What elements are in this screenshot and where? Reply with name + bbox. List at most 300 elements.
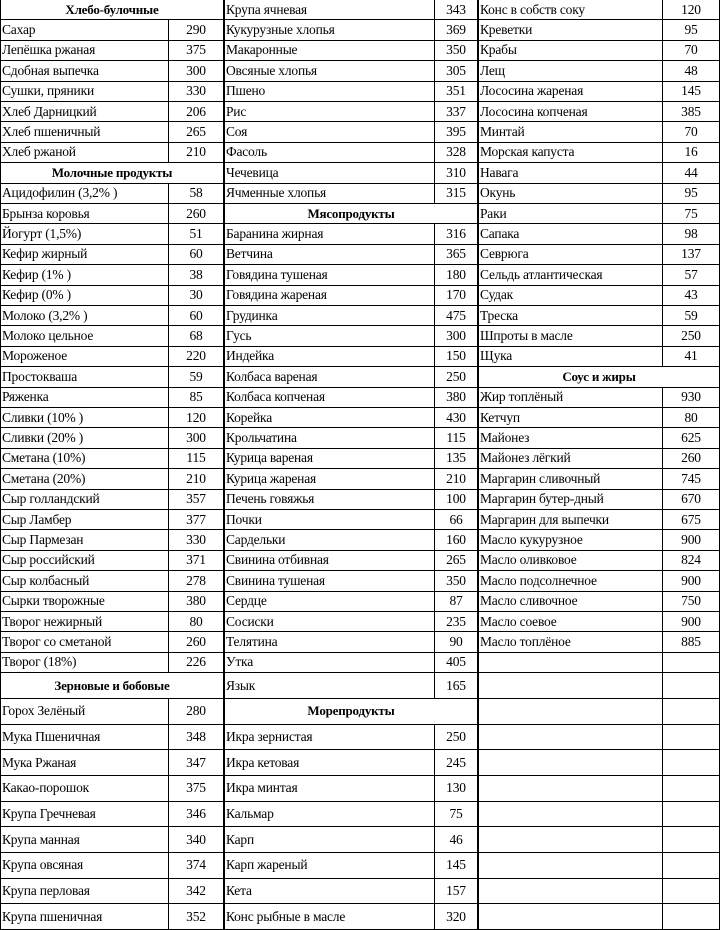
calorie-value: 44 (684, 164, 698, 180)
cell-divider (662, 306, 663, 325)
calorie-value: 95 (684, 185, 698, 201)
cell-divider (662, 204, 663, 223)
product-name: Щука (480, 348, 513, 364)
product-name: Карп жареный (226, 857, 308, 873)
product-name: Свинина тушеная (226, 572, 325, 588)
calorie-value: 220 (186, 348, 206, 364)
table-row (478, 510, 720, 530)
cell-divider (168, 776, 169, 801)
cell-divider (662, 510, 663, 529)
cell-divider (434, 20, 435, 39)
table-row (224, 853, 478, 879)
calorie-value: 343 (446, 1, 466, 17)
product-name: Кукурузные хлопья (226, 22, 335, 38)
calorie-value: 51 (189, 226, 203, 242)
table-row (478, 286, 720, 306)
table-row (0, 776, 224, 802)
table-row (0, 510, 224, 530)
table-row (224, 571, 478, 591)
calorie-value: 350 (446, 42, 466, 58)
product-name: Баранина жирная (226, 226, 324, 242)
product-name: Курица жареная (226, 470, 316, 486)
table-column (224, 0, 478, 930)
calorie-value: 330 (186, 532, 206, 548)
cell-divider (168, 347, 169, 366)
table-row (478, 347, 720, 367)
table-row (478, 224, 720, 244)
table-row (478, 204, 720, 224)
section-title: Соус и жиры (562, 368, 636, 384)
product-name: Ряженка (2, 389, 49, 405)
table-row (0, 530, 224, 550)
calorie-value: 43 (684, 287, 698, 303)
product-name: Язык (226, 677, 256, 693)
cell-divider (662, 725, 663, 750)
cell-divider (168, 750, 169, 775)
calorie-value (662, 827, 720, 852)
cell-divider (168, 853, 169, 878)
calorie-value (662, 699, 720, 724)
product-name: Лепёшка ржаная (2, 42, 96, 58)
calorie-value: 160 (446, 532, 466, 548)
product-name: Сыр колбасный (2, 572, 90, 588)
product-name: Колбаса вареная (226, 368, 318, 384)
product-name: Овсяные хлопья (226, 62, 317, 78)
calorie-value: 352 (186, 908, 206, 924)
product-name: Конс рыбные в масле (226, 908, 346, 924)
table-row (478, 41, 720, 61)
table-row (0, 449, 224, 469)
cell-divider (662, 61, 663, 80)
table-row (478, 879, 720, 905)
cell-divider (662, 853, 663, 878)
product-name: Крабы (480, 42, 517, 58)
calorie-value: 75 (684, 205, 698, 221)
cell-divider (434, 510, 435, 529)
calorie-value (662, 904, 720, 929)
cell-divider (168, 245, 169, 264)
calorie-value: 66 (449, 511, 463, 527)
calorie-value: 210 (446, 470, 466, 486)
calorie-value: 95 (684, 22, 698, 38)
cell-divider (168, 61, 169, 80)
calorie-value: 135 (446, 450, 466, 466)
product-name: Индейка (226, 348, 275, 364)
table-row (224, 490, 478, 510)
table-row (224, 41, 478, 61)
product-name: Мороженое (2, 348, 68, 364)
calorie-value: 98 (684, 226, 698, 242)
calorie-value: 120 (186, 409, 206, 425)
table-row (478, 750, 720, 776)
table-row (0, 853, 224, 879)
table-row (0, 265, 224, 285)
calorie-value: 57 (684, 266, 698, 282)
cell-divider (168, 802, 169, 827)
column-border (478, 0, 479, 930)
cell-divider (662, 184, 663, 203)
product-name: Сыр голландский (2, 491, 100, 507)
cell-divider (168, 143, 169, 162)
calorie-value: 900 (681, 572, 701, 588)
table-row (478, 699, 720, 725)
table-row (224, 306, 478, 326)
cell-divider (662, 326, 663, 345)
table-row (224, 265, 478, 285)
cell-divider (434, 571, 435, 590)
calorie-value: 60 (189, 246, 203, 262)
table-row (224, 725, 478, 751)
product-name: Масло сливочное (480, 593, 578, 609)
calorie-value: 310 (446, 164, 466, 180)
cell-divider (662, 347, 663, 366)
cell-divider (662, 143, 663, 162)
product-name (480, 879, 660, 904)
cell-divider (662, 388, 663, 407)
cell-divider (662, 490, 663, 509)
calorie-value: 210 (186, 470, 206, 486)
calorie-value (662, 776, 720, 801)
section-title: Мясопродукты (307, 205, 395, 221)
table-row (0, 286, 224, 306)
cell-divider (168, 530, 169, 549)
calorie-value: 210 (186, 144, 206, 160)
calorie-value: 265 (186, 124, 206, 140)
product-name: Масло соевое (480, 613, 557, 629)
table-row (0, 61, 224, 81)
calorie-value (662, 653, 720, 672)
cell-divider (434, 469, 435, 488)
cell-divider (662, 82, 663, 101)
calorie-value: 137 (681, 246, 701, 262)
product-name (480, 776, 660, 801)
table-row (224, 653, 478, 673)
cell-divider (662, 632, 663, 651)
table-row (224, 510, 478, 530)
calorie-value: 75 (449, 805, 463, 821)
product-name: Минтай (480, 124, 525, 140)
cell-divider (434, 306, 435, 325)
product-name: Кефир жирный (2, 246, 88, 262)
section-header (224, 699, 478, 725)
calorie-value (662, 725, 720, 750)
product-name: Майонез (480, 430, 530, 446)
calorie-value: 46 (449, 831, 463, 847)
cell-divider (434, 551, 435, 570)
table-row (0, 551, 224, 571)
product-name: Судак (480, 287, 513, 303)
section-title: Молочные продукты (51, 164, 173, 180)
cell-divider (662, 41, 663, 60)
product-name: Лососина жареная (480, 83, 584, 99)
product-name: Сырки творожные (2, 593, 105, 609)
table-row (478, 802, 720, 828)
product-name: Горох Зелёный (2, 703, 86, 719)
cell-divider (168, 510, 169, 529)
product-name (480, 904, 660, 929)
cell-divider (168, 653, 169, 672)
cell-divider (434, 750, 435, 775)
table-row (224, 102, 478, 122)
table-row (224, 551, 478, 571)
table-row (224, 469, 478, 489)
calorie-value: 374 (186, 857, 206, 873)
cell-divider (662, 163, 663, 182)
product-name: Сметана (20%) (2, 470, 86, 486)
product-name: Пшено (226, 83, 266, 99)
cell-divider (168, 224, 169, 243)
calorie-value: 59 (684, 307, 698, 323)
table-row (224, 449, 478, 469)
cell-divider (662, 904, 663, 929)
cell-divider (434, 102, 435, 121)
table-row (224, 163, 478, 183)
section-title: Морепродукты (307, 703, 395, 719)
table-row (0, 725, 224, 751)
table-row (478, 0, 720, 20)
table-row (478, 551, 720, 571)
table-row (0, 388, 224, 408)
table-row (0, 879, 224, 905)
column-border (224, 0, 225, 930)
calorie-value: 385 (681, 103, 701, 119)
calorie-value: 280 (186, 703, 206, 719)
table-row (224, 428, 478, 448)
product-name: Сыр российский (2, 552, 95, 568)
product-name: Карп (226, 831, 254, 847)
product-name: Ацидофилин (3,2% ) (2, 185, 118, 201)
cell-divider (168, 388, 169, 407)
table-row (224, 904, 478, 930)
cell-divider (434, 388, 435, 407)
product-name: Сыр Ламбер (2, 511, 72, 527)
cell-divider (168, 408, 169, 427)
product-name: Сливки (20% ) (2, 430, 84, 446)
calorie-value: 38 (189, 266, 203, 282)
section-header (224, 204, 478, 224)
product-name: Майонез лёгкий (480, 450, 571, 466)
product-name: Корейка (226, 409, 272, 425)
product-name: Йогурт (1,5%) (2, 226, 82, 242)
product-name: Творог (18%) (2, 654, 77, 670)
cell-divider (168, 632, 169, 651)
calorie-value: 87 (449, 593, 463, 609)
table-row (478, 122, 720, 142)
section-header (0, 673, 224, 699)
product-name: Ячменные хлопья (226, 185, 327, 201)
product-name: Креветки (480, 22, 533, 38)
calorie-value: 750 (681, 593, 701, 609)
calorie-value: 68 (189, 328, 203, 344)
table-row (224, 367, 478, 387)
product-name: Масло кукурузное (480, 532, 583, 548)
calorie-value: 260 (186, 205, 206, 221)
product-name: Кефир (1% ) (2, 266, 71, 282)
cell-divider (662, 265, 663, 284)
calorie-value: 70 (684, 124, 698, 140)
cell-divider (662, 530, 663, 549)
cell-divider (434, 245, 435, 264)
product-name: Простокваша (2, 368, 77, 384)
product-name: Окунь (480, 185, 516, 201)
table-row (0, 750, 224, 776)
cell-divider (662, 673, 663, 698)
table-row (0, 122, 224, 142)
table-row (224, 326, 478, 346)
calorie-value (662, 750, 720, 775)
calorie-value: 150 (446, 348, 466, 364)
calorie-value: 365 (446, 246, 466, 262)
product-name: Творог нежирный (2, 613, 103, 629)
calorie-value: 315 (446, 185, 466, 201)
cell-divider (434, 827, 435, 852)
calorie-value: 85 (189, 389, 203, 405)
product-name: Мука Ржаная (2, 754, 77, 770)
product-name: Маргарин сливочный (480, 470, 601, 486)
calorie-value (662, 802, 720, 827)
table-column (478, 0, 720, 930)
table-row (0, 184, 224, 204)
product-name (480, 802, 660, 827)
table-row (224, 802, 478, 828)
product-name: Кета (226, 882, 252, 898)
column-border (0, 0, 1, 930)
product-name (480, 827, 660, 852)
product-name (480, 750, 660, 775)
calorie-value: 245 (446, 754, 466, 770)
product-name: Раки (480, 205, 507, 221)
table-row (0, 326, 224, 346)
calorie-value: 375 (186, 780, 206, 796)
table-row (0, 592, 224, 612)
product-name: Сдобная выпечка (2, 62, 99, 78)
calorie-value: 226 (186, 654, 206, 670)
cell-divider (434, 725, 435, 750)
calorie-value: 260 (186, 634, 206, 650)
calorie-value: 377 (186, 511, 206, 527)
calorie-value: 290 (186, 22, 206, 38)
cell-divider (434, 82, 435, 101)
table-row (0, 469, 224, 489)
calorie-value: 342 (186, 882, 206, 898)
cell-divider (434, 286, 435, 305)
calorie-value: 250 (681, 328, 701, 344)
calorie-value: 371 (186, 552, 206, 568)
calorie-value: 130 (446, 780, 466, 796)
product-name: Соя (226, 124, 248, 140)
product-name: Молоко (3,2% ) (2, 307, 88, 323)
cell-divider (434, 265, 435, 284)
cell-divider (662, 245, 663, 264)
cell-divider (168, 827, 169, 852)
table-row (0, 699, 224, 725)
table-row (224, 530, 478, 550)
product-name: Кетчуп (480, 409, 520, 425)
product-name: Грудинка (226, 307, 278, 323)
table-row (478, 163, 720, 183)
calorie-value: 340 (186, 831, 206, 847)
cell-divider (434, 530, 435, 549)
table-row (224, 0, 478, 20)
calorie-value: 350 (446, 572, 466, 588)
table-row (0, 20, 224, 40)
table-row (224, 673, 478, 699)
table-row (0, 204, 224, 224)
product-name: Сосиски (226, 613, 274, 629)
table-row (478, 530, 720, 550)
calorie-value: 100 (446, 491, 466, 507)
product-name (480, 853, 660, 878)
cell-divider (434, 490, 435, 509)
calorie-value: 305 (446, 62, 466, 78)
cell-divider (168, 102, 169, 121)
cell-divider (168, 551, 169, 570)
cell-divider (168, 725, 169, 750)
calorie-value: 58 (189, 185, 203, 201)
cell-divider (434, 632, 435, 651)
calorie-value: 369 (446, 22, 466, 38)
product-name: Крольчатина (226, 430, 297, 446)
cell-divider (168, 204, 169, 223)
calorie-value: 670 (681, 491, 701, 507)
cell-divider (434, 879, 435, 904)
table-row (478, 725, 720, 751)
cell-divider (434, 122, 435, 141)
calorie-value: 170 (446, 287, 466, 303)
product-name: Крупа перловая (2, 882, 90, 898)
table-row (478, 102, 720, 122)
table-row (224, 388, 478, 408)
calorie-value: 930 (681, 389, 701, 405)
cell-divider (662, 571, 663, 590)
table-row (0, 82, 224, 102)
calorie-value: 347 (186, 754, 206, 770)
product-name: Треска (480, 307, 518, 323)
calorie-value: 235 (446, 613, 466, 629)
calorie-value: 430 (446, 409, 466, 425)
table-row (0, 904, 224, 930)
product-name: Крупа пшеничная (2, 908, 103, 924)
cell-divider (434, 163, 435, 182)
table-row (478, 853, 720, 879)
product-name: Какао-порошок (2, 780, 89, 796)
cell-divider (662, 776, 663, 801)
table-row (478, 306, 720, 326)
calorie-value: 30 (189, 287, 203, 303)
cell-divider (662, 879, 663, 904)
calorie-value: 115 (446, 430, 466, 446)
calorie-value: 180 (446, 266, 466, 282)
product-name: Свинина отбивная (226, 552, 329, 568)
table-row (478, 469, 720, 489)
product-name: Сардельки (226, 532, 286, 548)
table-row (478, 82, 720, 102)
product-name: Макаронные (226, 42, 298, 58)
product-name: Маргарин для выпечки (480, 511, 609, 527)
table-row (0, 827, 224, 853)
cell-divider (662, 653, 663, 672)
product-name: Рис (226, 103, 247, 119)
calorie-value: 885 (681, 634, 701, 650)
product-name: Икра зернистая (226, 728, 313, 744)
section-title: Хлебо-булочные (65, 1, 159, 17)
calorie-value: 250 (446, 728, 466, 744)
table-row (224, 286, 478, 306)
cell-divider (662, 592, 663, 611)
cell-divider (662, 612, 663, 631)
cell-divider (662, 408, 663, 427)
calorie-value: 405 (446, 654, 466, 670)
